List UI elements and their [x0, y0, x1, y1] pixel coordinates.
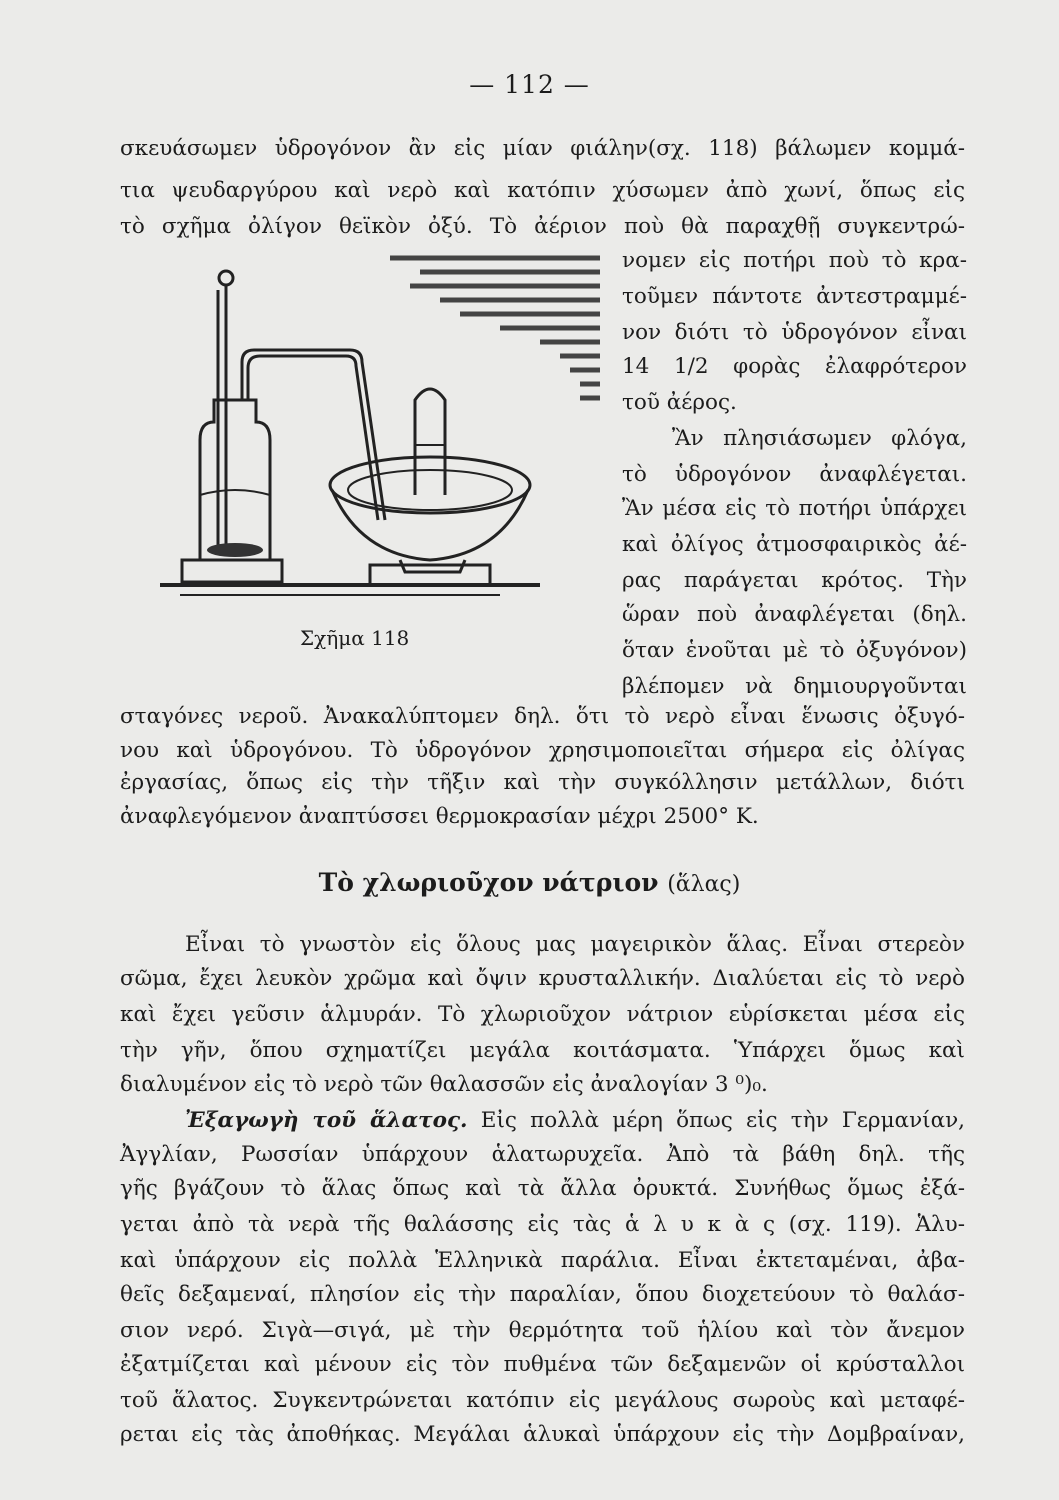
text-line: ὅταν ἑνοῦται μὲ τὸ ὀξυγόνον)	[622, 638, 967, 663]
figure-118-apparatus	[160, 250, 610, 610]
text-line: Ἀγγλίαν, Ρωσσίαν ὑπάρχουν ἁλατωρυχεῖα. Ἀπὸ τὰ βάθη δηλ. τῆς	[120, 1142, 965, 1167]
text-line: νον διότι τὸ ὑδρογόνον εἶναι	[622, 320, 967, 345]
text-line: ἀναφλεγόμενον ἀναπτύσσει θερμοκρασίαν μέχρι 2500° Κ.	[120, 804, 759, 829]
text-line: σκευάσωμεν ὑδρογόνον ἂν εἰς μίαν φιάλην(σχ. 118) βάλωμεν κομμά-	[120, 136, 965, 161]
text-line: θεῖς δεξαμεναί, πλησίον εἰς τὴν παραλίαν, ὅπου διοχετεύουν τὸ θαλάσ-	[120, 1282, 965, 1307]
text-line-with-heading	[185, 1110, 965, 1132]
text-line: καὶ ἔχει γεῦσιν ἁλμυράν. Τὸ χλωριοῦχον νάτριον εὑρίσκεται μέσα εἰς	[120, 1002, 965, 1027]
text-line: τοῦ ἅλατος. Συγκεντρώνεται κατόπιν εἰς μεγάλους σωροὺς καὶ μεταφέ-	[120, 1388, 965, 1413]
text-line: διαλυμένον εἰς τὸ νερὸ τῶν θαλασσῶν εἰς ἀναλογίαν 3 ⁰)₀.	[120, 1072, 768, 1097]
text-line: ἐξατμίζεται καὶ μένουν εἰς τὸν πυθμένα τῶν δεξαμενῶν οἱ κρύσταλλοι	[120, 1352, 965, 1377]
text-line: 14 1/2 φορὰς ἐλαφρότερον	[622, 354, 967, 379]
text-line: νομεν εἰς ποτήρι ποὺ τὸ κρα-	[622, 248, 967, 273]
text-line: σῶμα, ἔχει λευκὸν χρῶμα καὶ ὄψιν κρυσταλλικήν. Διαλύεται εἰς τὸ νερὸ	[120, 966, 965, 991]
inline-text: Εἰς πολλὰ μέρη ὅπως εἰς τὴν Γερμανίαν,	[467, 1108, 965, 1133]
text-line: τὸ ὑδρογόνον ἀναφλέγεται.	[622, 462, 967, 487]
page-number: — 112 —	[469, 70, 590, 99]
inline-heading: Ἐξαγωγὴ τοῦ ἅλατος.	[185, 1108, 468, 1133]
text-line: Ἂν πλησιάσωμεν φλόγα,	[672, 426, 967, 451]
text-line: Ἂν μέσα εἰς τὸ ποτήρι ὑπάρχει	[622, 496, 967, 521]
text-line: τὴν γῆν, ὅπου σχηματίζει μεγάλα κοιτάσματα. Ὑπάρχει ὅμως καὶ	[120, 1038, 965, 1063]
text-line: ρας παράγεται κρότος. Τὴν	[622, 568, 967, 593]
text-line: γεται ἀπὸ τὰ νερὰ τῆς θαλάσσης εἰς τὰς ἁ λ υ κ ὰ ς (σχ. 119). Ἁλυ-	[120, 1212, 965, 1237]
text-line: τὸ σχῆμα ὀλίγον θεϊκὸν ὀξύ. Τὸ ἀέριον ποὺ θὰ παραχθῇ συγκεντρώ-	[120, 214, 965, 239]
section-title-note: (ἅλας)	[667, 872, 741, 897]
text-line: Εἶναι τὸ γνωστὸν εἰς ὅλους μας μαγειρικὸν ἅλας. Εἶναι στερεὸν	[185, 932, 965, 957]
section-title	[0, 868, 1059, 897]
figure-caption: Σχῆμα 118	[300, 626, 410, 650]
text-line: βλέπομεν νὰ δημιουργοῦνται	[622, 674, 967, 699]
text-line: ὥραν ποὺ ἀναφλέγεται (δηλ.	[622, 602, 967, 627]
text-line: ἐργασίας, ὅπως εἰς τὴν τῆξιν καὶ τὴν συγκόλλησιν μετάλλων, διότι	[120, 770, 965, 795]
text-line: τια ψευδαργύρου καὶ νερὸ καὶ κατόπιν χύσωμεν ἀπὸ χωνί, ὅπως εἰς	[120, 178, 965, 203]
text-line: τοῦ ἀέρος.	[622, 390, 737, 415]
text-line: καὶ ὑπάρχουν εἰς πολλὰ Ἑλληνικὰ παράλια. Εἶναι ἐκτεταμέναι, ἀβα-	[120, 1248, 965, 1273]
text-line: γῆς βγάζουν τὸ ἅλας ὅπως καὶ τὰ ἄλλα ὀρυκτά. Συνήθως ὅμως ἐξά-	[120, 1176, 965, 1201]
text-line: ρεται εἰς τὰς ἀποθήκας. Μεγάλαι ἁλυκαὶ ὑπάρχουν εἰς τὴν Δομβραίναν,	[120, 1422, 965, 1447]
text-line: σιον νερό. Σιγὰ—σιγά, μὲ τὴν θερμότητα τοῦ ἡλίου καὶ τὸν ἄνεμον	[120, 1318, 965, 1343]
text-line: τοῦμεν πάντοτε ἀντεστραμμέ-	[622, 284, 967, 309]
text-line: καὶ ὀλίγος ἀτμοσφαιρικὸς ἀέ-	[622, 532, 967, 557]
section-title-text: Τὸ χλωριοῦχον νάτριον	[318, 868, 659, 897]
text-line: νου καὶ ὑδρογόνου. Τὸ ὑδρογόνον χρησιμοποιεῖται σήμερα εἰς ὀλίγας	[120, 738, 965, 763]
text-line: σταγόνες νεροῦ. Ἀνακαλύπτομεν δηλ. ὅτι τὸ νερὸ εἶναι ἕνωσις ὀξυγό-	[120, 704, 965, 729]
